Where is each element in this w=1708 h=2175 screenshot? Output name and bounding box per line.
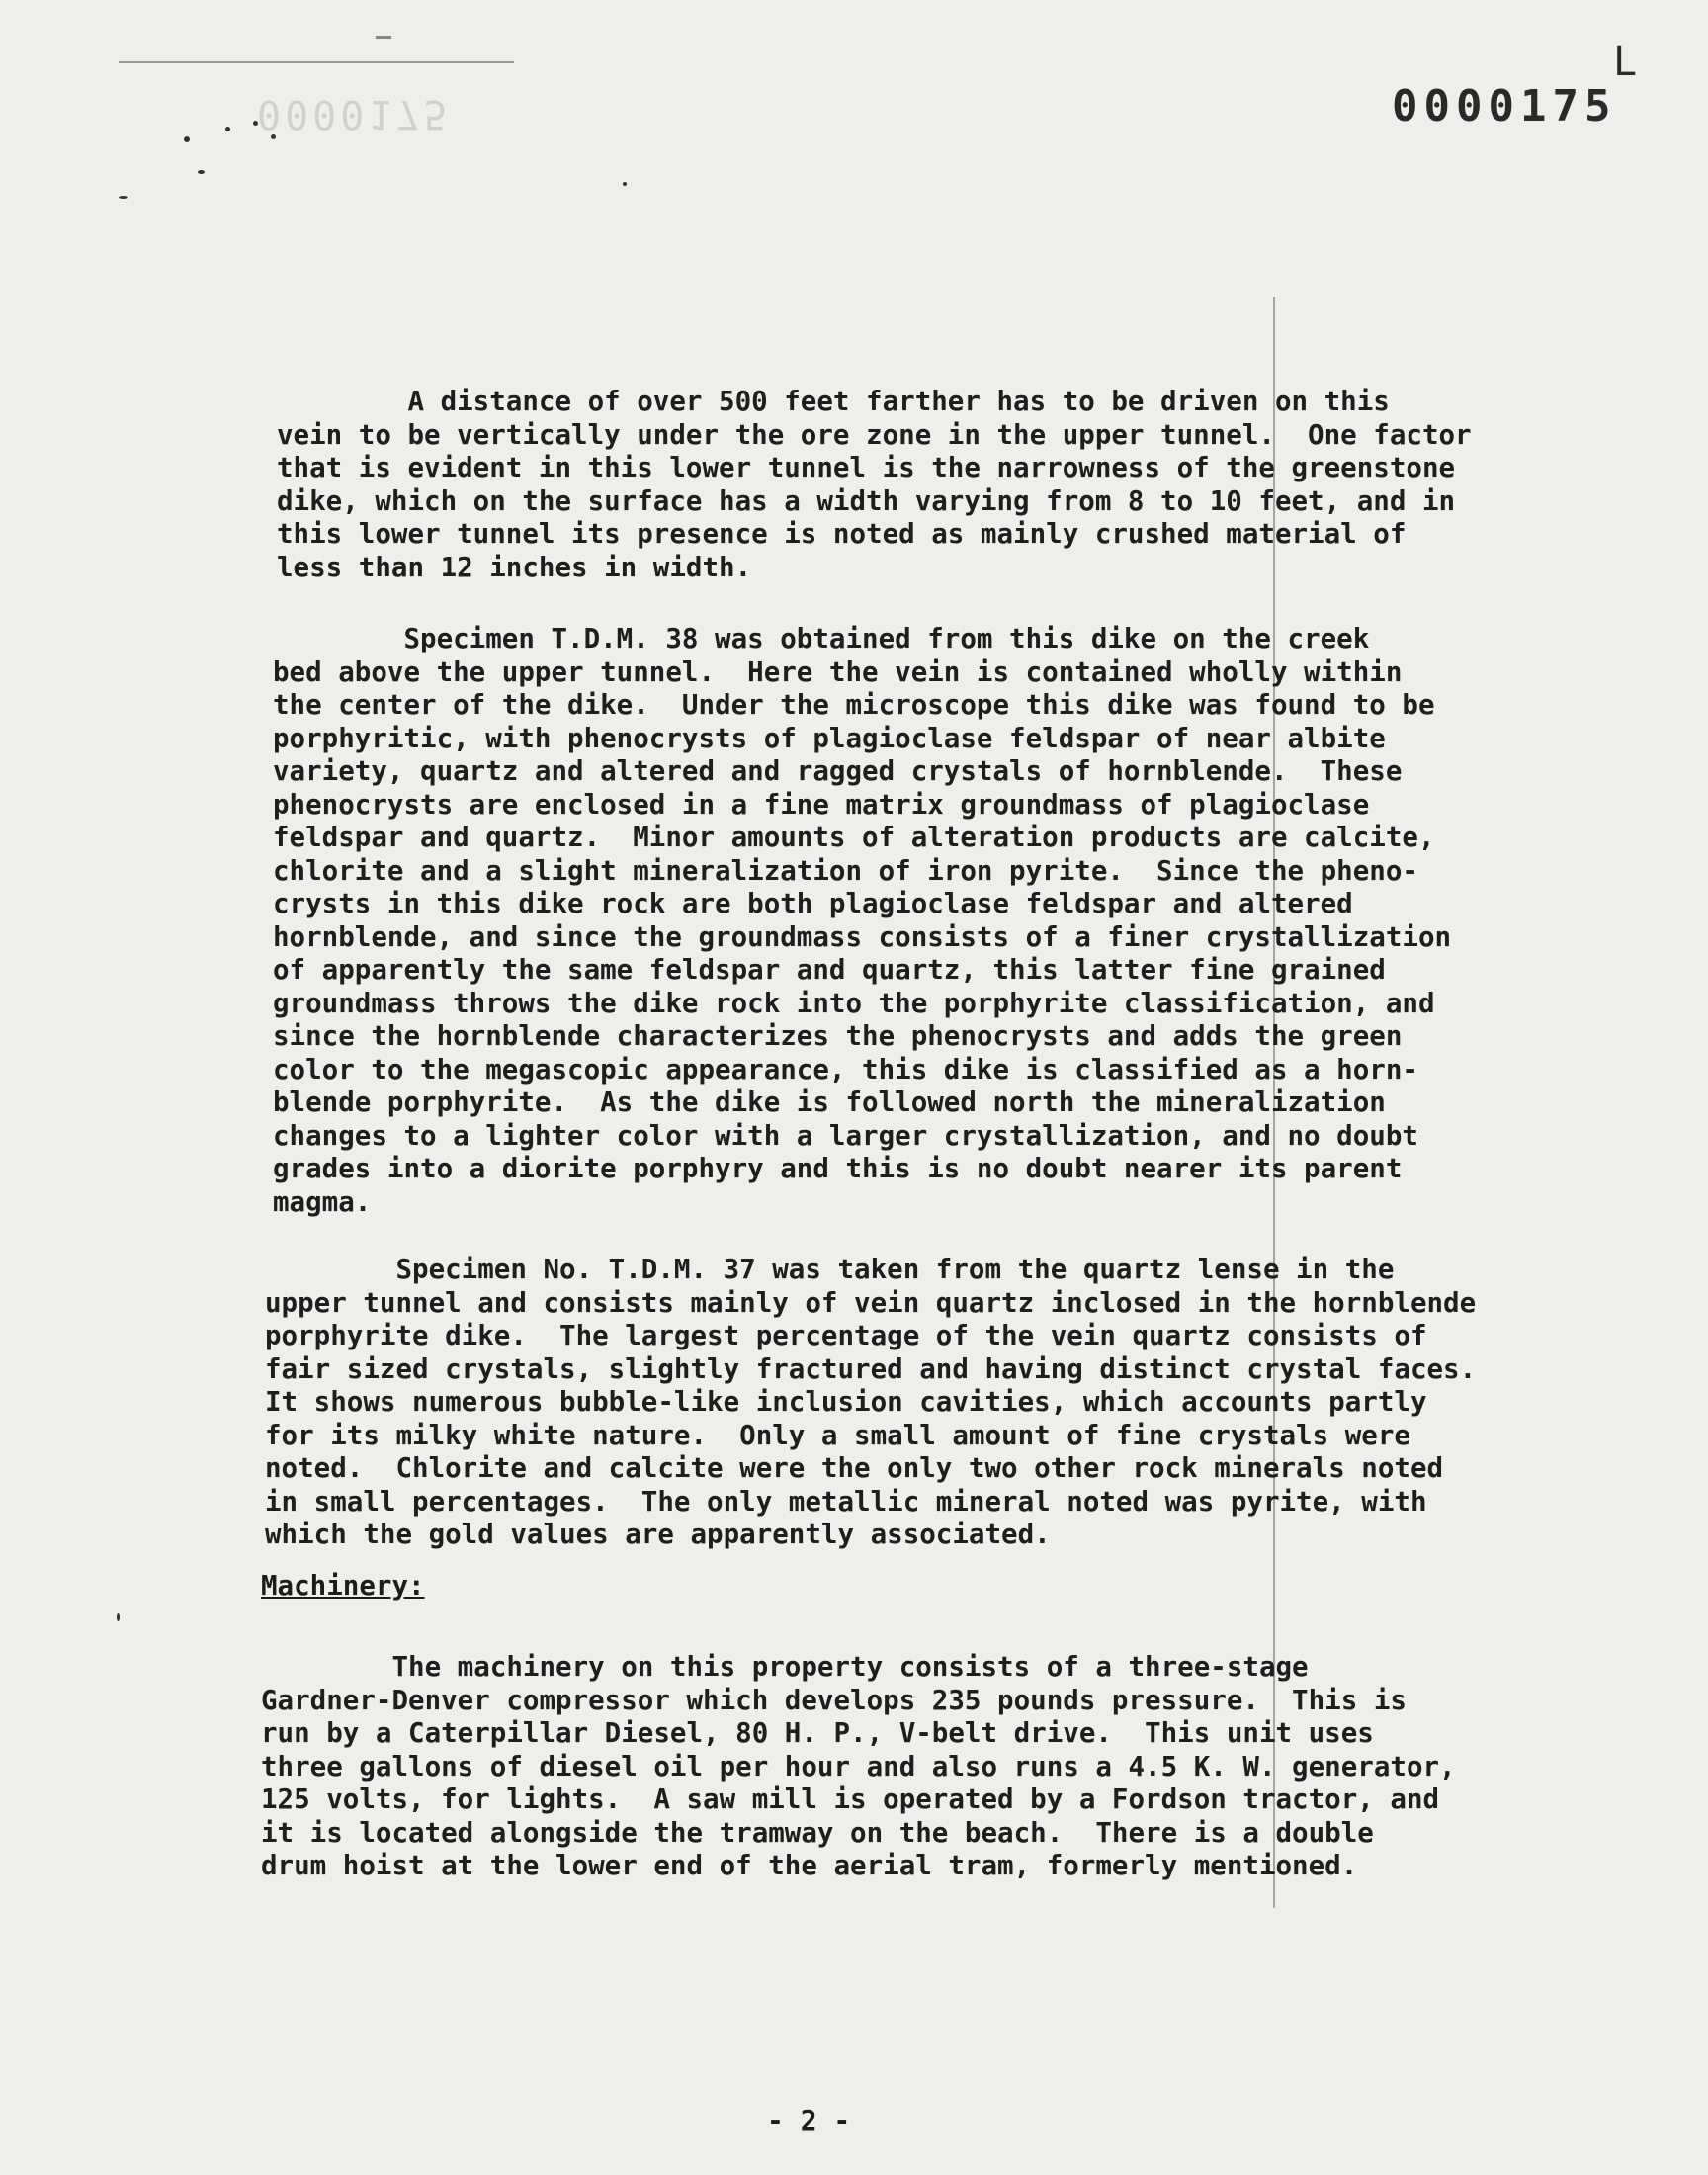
ink-speck — [184, 136, 190, 142]
paragraph-tunnel: A distance of over 500 feet farther has to be driven on this vein to be vertically under the ore zone in the upper tunnel. One factor that is evident in this lower tunnel is the narrowness of the greenstone dike, which on the surface has a width varying from 8 to 10 feet, and in this lower tunnel its presence is noted as mainly crushed material of less than 12 inches in width. — [277, 386, 1472, 583]
top-edge-mark — [376, 36, 391, 39]
page-number: - 2 - — [767, 2104, 851, 2136]
paragraph-machinery: The machinery on this property consists of a three-stage Gardner-Denver compressor which develops 235 pounds pressure. This is run by a Caterpillar Diesel, 80 H. P., V-belt drive. This unit uses three gallons of diesel oil per hour and also runs a 4.5 K. W. generator, 125 volts, for lights. A saw mill is operated by a Fordson tractor, and it is located alongside the tramway on the beach. There is a double drum hoist at the lower end of the aerial tram, formerly mentioned. — [261, 1651, 1456, 1881]
section-heading-machinery: Machinery: — [261, 1570, 425, 1602]
ink-speck — [119, 196, 128, 199]
ghost-stamp: 0000175 — [257, 91, 452, 136]
paragraph-specimen-37: Specimen No. T.D.M. 37 was taken from the quartz lense in the upper tunnel and consists mainly of vein quartz inclosed in the hornblende porphyrite dike. The largest percentage of the vein quartz consists of fair sized crystals, slightly fractured and having distinct crystal faces. It shows numerous bubble-like inclusion cavities, which accounts partly for its milky white nature. Only a small amount of fine crystals were noted. Chlorite and calcite were the only two other rock minerals noted in small percentages. The only metallic mineral noted was pyrite, with which the gold values are apparently associated. — [265, 1254, 1477, 1550]
ink-speck — [198, 170, 205, 174]
top-edge-rule — [119, 61, 514, 63]
ink-speck — [225, 127, 230, 131]
ink-speck — [117, 1613, 120, 1621]
corner-mark: L — [1613, 40, 1638, 85]
ink-speck — [623, 182, 627, 186]
document-number: 0000175 — [1392, 81, 1617, 131]
paragraph-specimen-38: Specimen T.D.M. 38 was obtained from this dike on the creek bed above the upper tunnel. Here the vein is contained wholly within the center of the dike. Under the microscope this dike was found to be porphyritic, with phenocrysts of plagioclase feldspar of near albite variety, quartz and altered and ragged crystals of hornblende. These phenocrysts are enclosed in a fine matrix groundmass of plagioclase feldspar and quartz. Minor amounts of alteration products are calcite, chlorite and a slight mineralization of iron pyrite. Since the pheno- crysts in this dike rock are both plagioclase feldspar and altered hornblende, and since the groundmass consists of a finer crystallization of apparently the same feldspar and quartz, this latter fine grained groundmass throws the dike rock into the porphyrite classification, and since the hornblende characterizes the phenocrysts and adds the green color to the megascopic appearance, this dike is classified as a horn- blende porphyrite. As the dike is followed north the mineralization changes to a lighter color with a larger crystallization, and no doubt grades into a diorite porphyry and this is no doubt nearer its parent magma. — [273, 623, 1452, 1218]
